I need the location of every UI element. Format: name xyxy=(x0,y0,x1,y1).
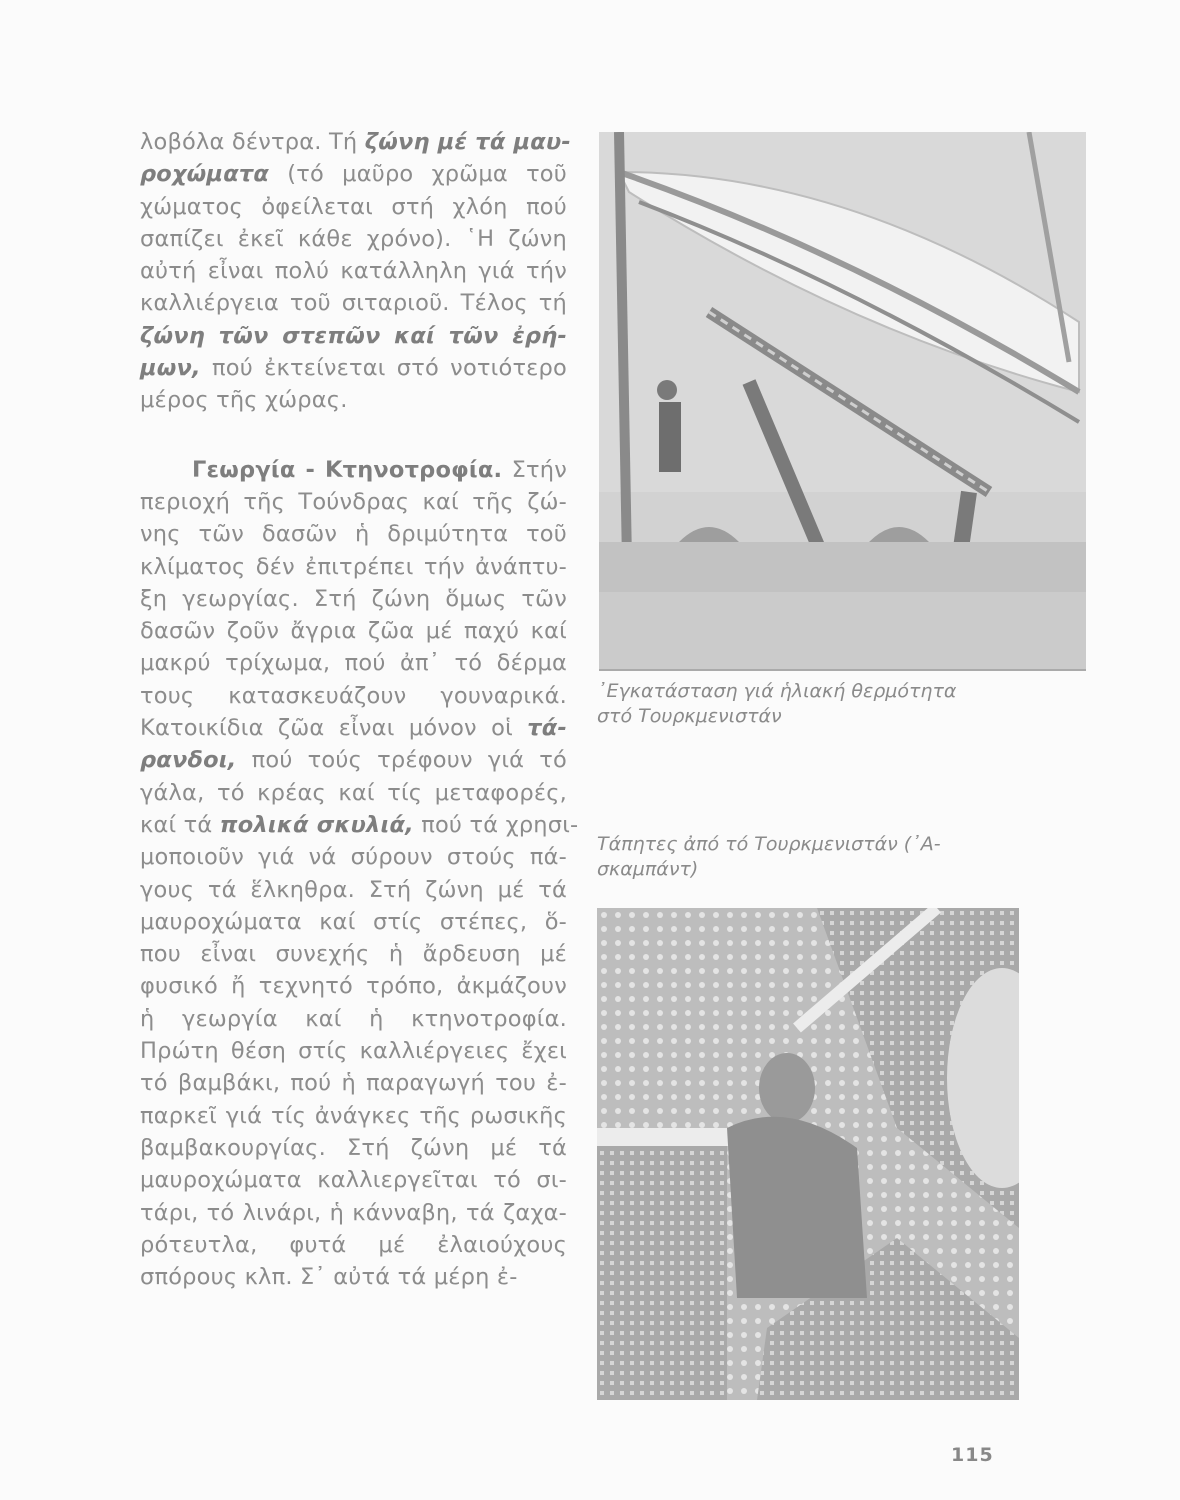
text-run: ἡ γεωργία καί ἡ κτηνοτροφία. xyxy=(140,1005,567,1032)
text-run: ξη γεωργίας. Στή ζώνη ὅμως τῶν xyxy=(140,585,567,612)
text-line xyxy=(140,384,567,416)
text-line xyxy=(140,1003,567,1035)
text-run: τό βαμβάκι, πού ἡ παραγωγή του ἐ- xyxy=(140,1070,567,1097)
text-run: καί τά xyxy=(140,811,220,838)
text-run: νης τῶν δασῶν ἡ δριμύτητα τοῦ xyxy=(140,521,567,548)
caption-line: ᾿Εγκατάσταση γιά ἡλιακή θερμότητα xyxy=(597,680,957,702)
text-run: (τό μαῦρο χρῶμα τοῦ xyxy=(269,161,567,188)
text-run: γάλα, τό κρέας καί τίς μεταφορές, xyxy=(140,779,567,806)
text-run: λοβόλα δέντρα. Τή xyxy=(140,129,365,155)
text-line xyxy=(140,809,579,841)
text-line xyxy=(140,287,567,319)
carpets-photo xyxy=(597,908,1019,1400)
text-run: περιοχή τῆς Τούνδρας καί τῆς ζώ- xyxy=(140,488,567,515)
text-run: σαπίζει ἐκεῖ κάθε χρόνο). ῾Η ζώνη xyxy=(140,225,567,252)
caption-line: Τάπητες ἀπό τό Τουρκμενιστάν (᾿Α- xyxy=(597,833,941,855)
text-line xyxy=(140,712,567,744)
text-run: δασῶν ζοῦν ἄγρια ζῶα μέ παχύ καί xyxy=(140,618,567,645)
text-line xyxy=(140,158,567,190)
photo-caption-carpets xyxy=(597,832,1017,882)
text-run: βαμβακουργίας. Στή ζώνη μέ τά xyxy=(140,1134,567,1161)
text-line xyxy=(140,1229,567,1261)
text-line xyxy=(140,906,567,938)
text-run: που εἶναι συνεχής ἡ ἄρδευση μέ xyxy=(140,941,567,968)
text-line xyxy=(140,1067,567,1099)
text-run: μοποιοῦν γιά νά σύρουν στούς πά- xyxy=(140,844,567,871)
emphasis-term: μων, xyxy=(140,355,201,382)
text-line xyxy=(140,518,567,550)
emphasis-term: τά- xyxy=(527,715,567,742)
text-run: τους κατασκευάζουν γουναρικά. xyxy=(140,682,567,709)
text-run: πού ἐκτείνεται στό νοτιότερο xyxy=(200,355,567,382)
paragraph-gap xyxy=(140,417,567,454)
paragraph-agriculture xyxy=(140,454,579,1294)
text-line xyxy=(140,223,567,255)
text-line xyxy=(140,1132,567,1164)
caption-line: στό Τουρκμενιστάν xyxy=(597,705,782,727)
text-line xyxy=(140,647,567,679)
text-line xyxy=(140,1261,567,1293)
solar-dish-illustration xyxy=(599,132,1086,669)
main-text-column xyxy=(140,126,579,1293)
text-line xyxy=(140,1164,567,1196)
text-line xyxy=(140,615,567,647)
text-line xyxy=(140,583,567,615)
paragraph-zones xyxy=(140,126,571,417)
text-line xyxy=(140,938,567,970)
text-line xyxy=(140,970,567,1002)
text-run: πού τούς τρέφουν γιά τό xyxy=(236,747,567,774)
text-run: καλλιέργεια τοῦ σιταριοῦ. Τέλος τή xyxy=(140,290,567,317)
text-line xyxy=(140,486,567,518)
text-line xyxy=(140,777,567,809)
caption-line: σκαμπάντ) xyxy=(597,858,699,880)
text-line xyxy=(140,744,567,776)
text-line xyxy=(140,1197,567,1229)
emphasis-term: ζώνη τῶν στεπῶν καί τῶν ἐρή- xyxy=(140,322,567,349)
text-line xyxy=(140,255,567,287)
emphasis-term: ζώνη μέ τά μαυ- xyxy=(364,129,571,155)
text-run: μαυροχώματα καλλιεργεῖται τό σι- xyxy=(140,1167,567,1194)
page-number: 115 xyxy=(951,1444,994,1466)
text-run: Κατοικίδια ζῶα εἶναι μόνον οἱ xyxy=(140,715,528,742)
text-run: γους τά ἕλκηθρα. Στή ζώνη μέ τά xyxy=(140,876,567,903)
text-line xyxy=(140,1100,567,1132)
solar-installation-photo xyxy=(599,132,1086,671)
text-run: Πρώτη θέση στίς καλλιέργειες ἔχει xyxy=(140,1038,567,1065)
text-line xyxy=(140,320,567,352)
text-run: κλίματος δέν ἐπιτρέπει τήν ἀνάπτυ- xyxy=(140,553,567,580)
text-run: Στήν xyxy=(502,456,567,483)
text-run: τάρι, τό λινάρι, ἡ κάνναβη, τά ζαχα- xyxy=(140,1199,567,1226)
text-run: φυσικό ἤ τεχνητό τρόπο, ἀκμάζουν xyxy=(140,973,567,1000)
text-line xyxy=(140,352,567,384)
text-run: ρότευτλα, φυτά μέ ἐλαιούχους xyxy=(140,1231,567,1258)
carpets-illustration xyxy=(597,908,1019,1400)
section-heading: Γεωργία - Κτηνοτροφία. xyxy=(192,456,503,483)
text-run: σπόρους κλπ. Σ᾽ αὐτά τά μέρη ἐ- xyxy=(140,1264,518,1291)
text-run: μαυροχώματα καί στίς στέπες, ὅ- xyxy=(140,908,567,935)
text-line xyxy=(140,126,571,158)
text-run: μέρος τῆς χώρας. xyxy=(140,387,348,414)
emphasis-term: ρανδοι, xyxy=(140,747,237,774)
text-run: χώματος ὀφείλεται στή χλόη πού xyxy=(140,193,567,220)
text-run: πού τά χρησι- xyxy=(413,811,579,838)
text-run: παρκεῖ γιά τίς ἀνάγκες τῆς ρωσικῆς xyxy=(140,1102,567,1129)
photo-caption-solar xyxy=(597,679,1017,729)
text-run: αὐτή εἶναι πολύ κατάλληλη γιά τήν xyxy=(140,258,567,285)
text-run: μακρύ τρίχωμα, πού ἀπ᾽ τό δέρμα xyxy=(140,650,567,677)
text-line xyxy=(140,1035,567,1067)
emphasis-term: ροχώματα xyxy=(140,161,270,188)
text-line xyxy=(140,191,567,223)
text-line xyxy=(140,874,567,906)
text-line xyxy=(140,551,567,583)
text-line xyxy=(140,680,567,712)
text-line xyxy=(140,841,567,873)
text-line xyxy=(140,454,567,486)
emphasis-term: πολικά σκυλιά, xyxy=(219,811,414,838)
